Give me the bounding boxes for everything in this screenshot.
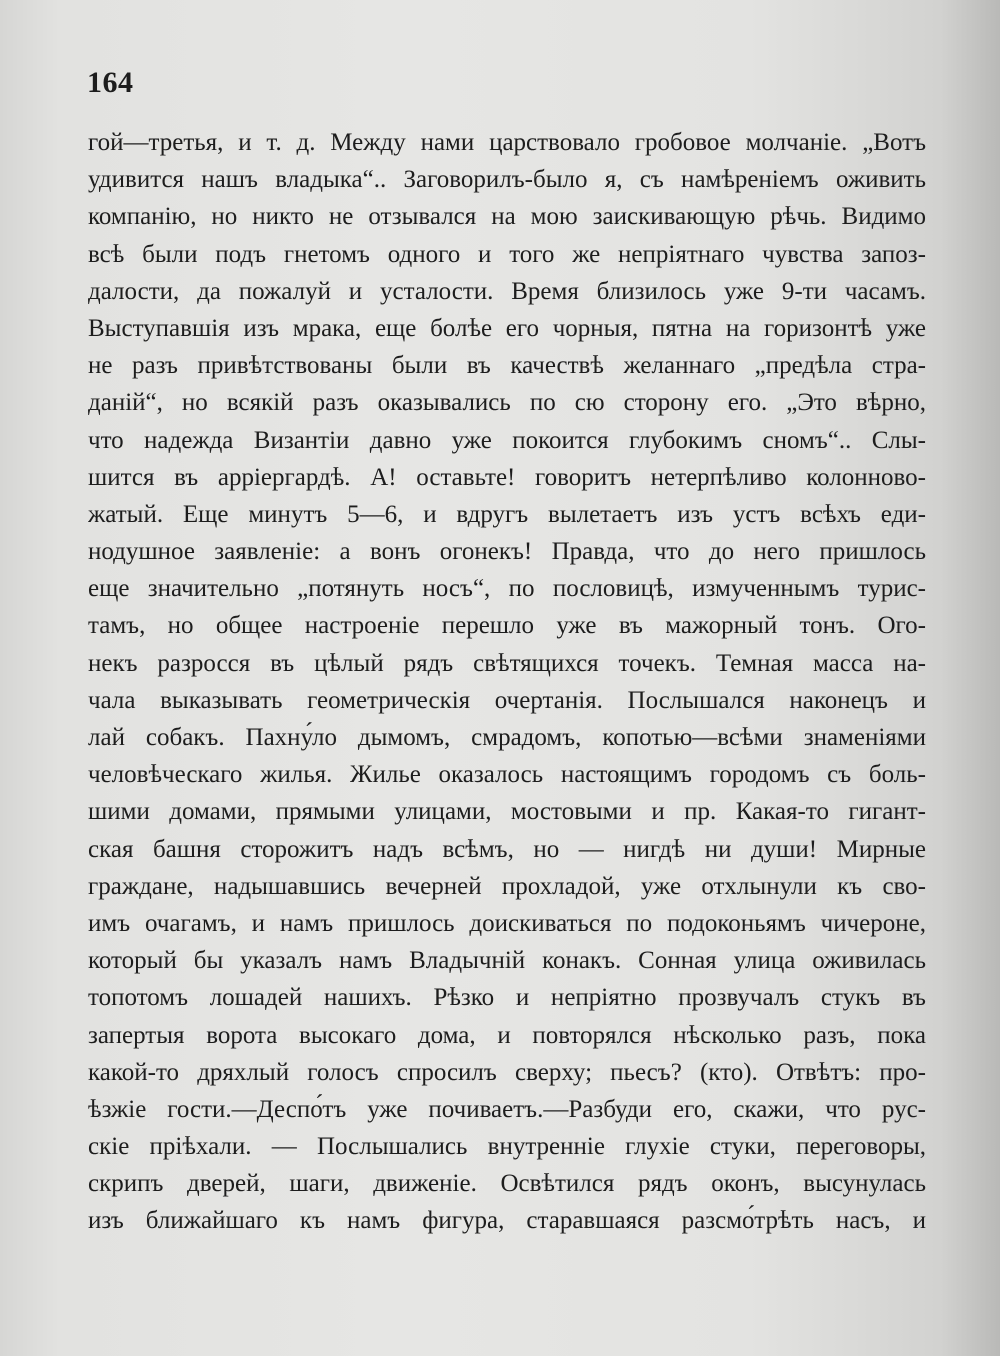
text-line: шится въ арріергардѣ. А! оставьте! говоритъ нетерпѣливо колонново- (88, 463, 926, 491)
text-line: еще значительно „потянуть носъ“, по пословицѣ, измученнымъ турис- (88, 575, 926, 603)
text-line: Выступавшія изъ мрака, еще болѣе его чорныя, пятна на горизонтѣ уже (88, 314, 926, 342)
text-line: шими домами, прямыми улицами, мостовыми и пр. Какая-то гигант- (88, 798, 926, 826)
text-line: тамъ, но общее настроеніе перешло уже въ мажорный тонъ. Ого- (88, 612, 926, 640)
text-line: граждане, надышавшись вечерней прохладой, уже отхлынули къ сво- (88, 872, 926, 900)
text-line: ѣзжіе гости.—Деспо́тъ уже почиваетъ.—Разбуди его, скажи, что рус- (88, 1095, 926, 1123)
text-line: чала выказывать геометрическія очертанія. Послышался наконецъ и (88, 686, 926, 714)
text-line: скіе пріѣхали. — Послышались внутренніе глухіе стуки, переговоры, (88, 1133, 926, 1161)
text-line: человѣческаго жилья. Жилье оказалось настоящимъ городомъ съ боль- (88, 761, 926, 789)
body-text (88, 124, 926, 1240)
text-line: жатый. Еще минутъ 5—6, и вдругъ вылетаетъ изъ устъ всѣхъ еди- (88, 500, 926, 528)
text-line: гой—третья, и т. д. Между нами царствовало гробовое молчаніе. „Вотъ (88, 129, 926, 156)
text-line: имъ очагамъ, и намъ пришлось доискиваться по подоконьямъ чичероне, (88, 909, 926, 937)
text-line: скрипъ дверей, шаги, движеніе. Освѣтился рядъ оконъ, высунулась (88, 1170, 926, 1198)
text-line: даній“, но всякій разъ оказывались по сю сторону его. „Это вѣрно, (88, 389, 926, 417)
text-line: запертыя ворота высокаго дома, и повторялся нѣсколько разъ, пока (88, 1021, 926, 1049)
text-line: лай собакъ. Пахну́ло дымомъ, смрадомъ, копотью—всѣми знаменіями (88, 724, 926, 751)
text-line: ская башня сторожитъ надъ всѣмъ, но — нигдѣ ни души! Мирные (88, 835, 926, 863)
text-line: что надежда Византіи давно уже покоится глубокимъ сномъ“.. Слы- (88, 426, 926, 454)
text-line: некъ разросся въ цѣлый рядъ свѣтящихся точекъ. Темная масса на- (88, 649, 926, 677)
text-line: компанію, но никто не отзывался на мою заискивающую рѣчь. Видимо (88, 203, 926, 231)
text-line: не разъ привѣтствованы были въ качествѣ желаннаго „предѣла стра- (88, 352, 926, 380)
text-line: топотомъ лошадей нашихъ. Рѣзко и непріятно прозвучалъ стукъ въ (88, 984, 926, 1012)
text-line: всѣ были подъ гнетомъ одного и того же непріятнаго чувства запоз- (88, 240, 926, 268)
page-number: 164 (87, 66, 134, 99)
text-line: далости, да пожалуй и усталости. Время близилось уже 9-ти часамъ. (88, 277, 926, 305)
text-line: изъ ближайшаго къ намъ фигура, старавшаяся разсмо́трѣть насъ, и (88, 1207, 926, 1235)
text-line: какой-то дряхлый голосъ спросилъ сверху; пьесъ? (кто). Отвѣтъ: про- (88, 1058, 926, 1086)
text-line: который бы указалъ намъ Владычній конакъ. Сонная улица оживилась (88, 947, 926, 975)
text-line: нодушное заявленіе: а вонъ огонекъ! Правда, что до него пришлось (88, 538, 926, 566)
text-line: удивится нашъ владыка“.. Заговорилъ-было я, съ намѣреніемъ оживить (88, 166, 926, 194)
